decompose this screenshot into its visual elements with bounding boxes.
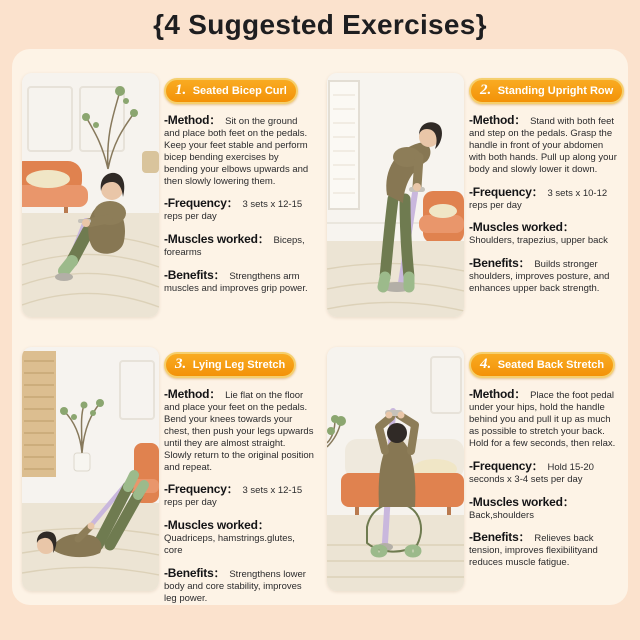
exercise-number: 4.	[480, 356, 492, 373]
method-label: -Method：	[164, 387, 222, 402]
method-text: Lie flat on the floor and place your feet on the pedals. Bend your knees towards your chest, then push your legs upwards until they are almost straight. Slowly return to the original position and repeat.	[164, 390, 314, 473]
exercise-1-info	[164, 73, 315, 317]
exercise-name: Seated Bicep Curl	[192, 85, 287, 97]
benefits-block	[469, 256, 620, 295]
exercise-panel-2	[327, 73, 620, 317]
benefits-label: -Benefits：	[469, 530, 531, 545]
exercise-number: 3.	[175, 356, 187, 373]
seated-back-stretch-illustration	[327, 347, 464, 591]
benefits-label: -Benefits：	[469, 256, 531, 271]
frequency-label: -Frequency：	[469, 458, 544, 473]
exercise-4-badge	[469, 352, 615, 378]
method-label: -Method：	[469, 387, 527, 402]
muscles-text: Biceps, forearms	[164, 235, 305, 259]
method-block	[164, 387, 315, 473]
frequency-block	[164, 482, 315, 509]
muscles-label: -Muscles worked：	[469, 494, 575, 509]
exercise-2-badge	[469, 78, 624, 104]
seated-bicep-curl-illustration	[22, 73, 159, 317]
exercise-name: Seated Back Stretch	[497, 359, 605, 372]
muscles-block	[469, 495, 620, 522]
exercise-1-badge	[164, 78, 298, 104]
muscles-text: Quadriceps, hamstrings.glutes, core	[164, 533, 295, 557]
photo-seated-bicep-curl	[22, 73, 159, 317]
frequency-label: -Frequency：	[164, 196, 239, 211]
exercise-4-info	[469, 347, 620, 605]
frequency-block	[469, 459, 620, 486]
muscles-text: Back,shoulders	[469, 509, 534, 521]
method-text: Sit on the ground and place both feet on the pedals. Keep your feet stable and perform bicep bending exercises by bending your elbows upwards and then slowly lowering them.	[164, 116, 309, 187]
exercise-2-info	[469, 73, 620, 317]
benefits-text: Strengthens lower body and core stability, improves leg power.	[164, 569, 306, 604]
method-block	[469, 113, 620, 176]
benefits-text: Strengthens arm muscles and improves grip power.	[164, 271, 308, 295]
exercise-name: Standing Upright Row	[497, 85, 614, 97]
exercise-panel-4	[327, 347, 620, 605]
frequency-block	[164, 196, 315, 223]
exercise-name: Lying Leg Stretch	[192, 359, 286, 372]
benefits-label: -Benefits：	[164, 566, 226, 581]
exercise-3-badge	[164, 352, 296, 378]
frequency-text: 3 sets x 12-15 reps per day	[164, 485, 303, 509]
exercise-board	[12, 49, 628, 605]
frequency-label: -Frequency：	[164, 482, 239, 497]
benefits-text: Relieves back tension, improves flexibilityand reduces muscle fatigue.	[469, 533, 598, 569]
frequency-text: Hold 15-20 seconds x 3-4 sets per day	[469, 461, 594, 485]
page-title: {4 Suggested Exercises}	[153, 9, 487, 40]
exercise-panel-3	[22, 347, 315, 605]
method-text: Stand with both feet and step on the pedals. Grasp the handle in front of your abdomen with both hands. Pull up along your body and slowly lower it down.	[469, 116, 617, 175]
muscles-block	[164, 232, 315, 259]
photo-standing-upright-row	[327, 73, 464, 317]
method-label: -Method：	[164, 113, 222, 127]
method-label: -Method：	[469, 113, 527, 127]
muscles-label: -Muscles worked：	[164, 232, 270, 247]
frequency-text: 3 sets x 10-12 reps per day	[469, 187, 608, 211]
method-block	[469, 387, 620, 450]
exercise-number: 1.	[175, 82, 187, 98]
armchair	[419, 191, 464, 243]
lying-leg-stretch-illustration	[22, 347, 159, 591]
benefits-block	[164, 566, 315, 605]
photo-seated-back-stretch	[327, 347, 464, 591]
benefits-block	[164, 268, 315, 295]
method-block	[164, 113, 315, 187]
frequency-label: -Frequency：	[469, 184, 544, 199]
exercise-panel-1	[22, 73, 315, 317]
muscles-text: Shoulders, trapezius, upper back	[469, 235, 608, 247]
frequency-text: 3 sets x 12-15 reps per day	[164, 199, 303, 223]
method-text: Place the foot pedal under your hips, hold the handle behind you and pull it up as much as possible to stretch your back. Hold for a few seconds, then relax.	[469, 390, 616, 449]
exercise-number: 2.	[480, 82, 492, 98]
muscles-label: -Muscles worked：	[164, 518, 270, 533]
benefits-text: Builds stronger shoulders, improves posture, and enhances upper back strength.	[469, 259, 610, 295]
benefits-block	[469, 530, 620, 569]
benefits-label: -Benefits：	[164, 268, 226, 283]
frequency-block	[469, 185, 620, 212]
standing-upright-row-illustration	[327, 73, 464, 317]
muscles-block	[469, 220, 620, 247]
exercise-3-info	[164, 347, 315, 605]
muscles-label: -Muscles worked：	[469, 220, 575, 235]
photo-lying-leg-stretch	[22, 347, 159, 591]
muscles-block	[164, 518, 315, 557]
